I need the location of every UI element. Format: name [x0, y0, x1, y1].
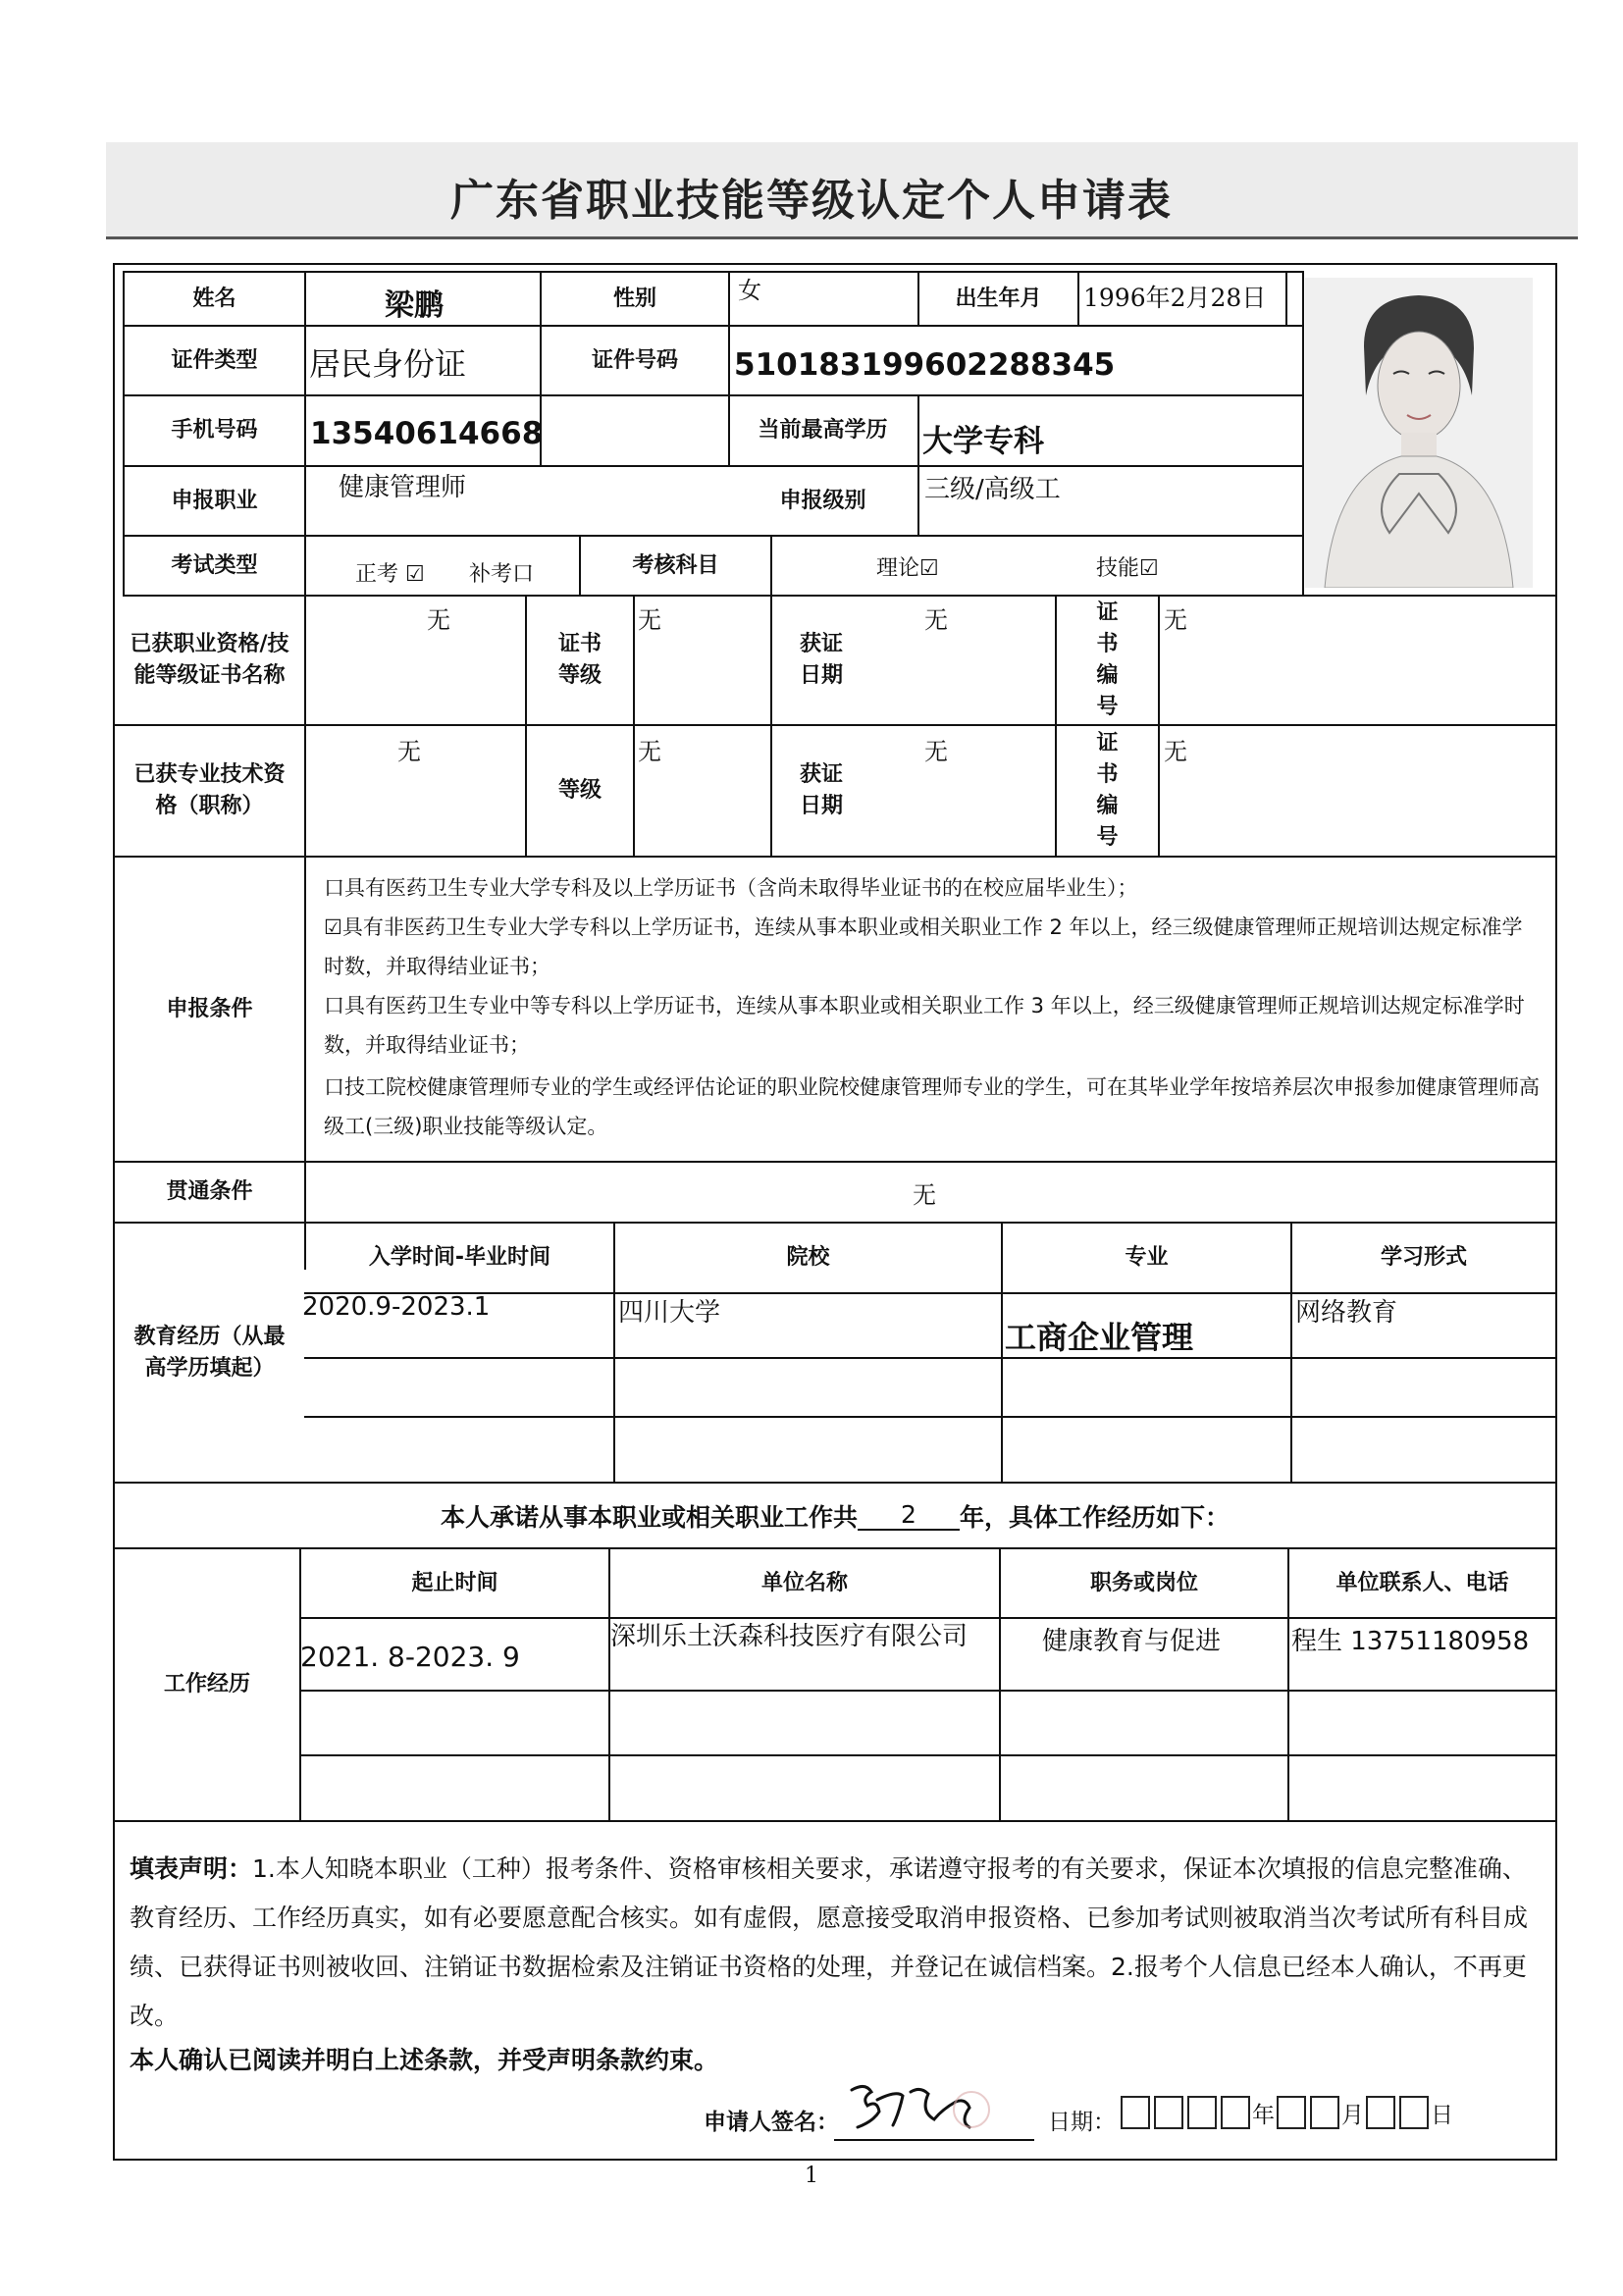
- edu-header-major: 专业: [1125, 1245, 1169, 1271]
- work-header-position: 职务或岗位: [1089, 1570, 1198, 1595]
- value-level: 三级/高级工: [924, 475, 1061, 504]
- commitment-years[interactable]: 2: [858, 1500, 960, 1531]
- value-tech-level: 无: [638, 738, 661, 765]
- year-unit: 年: [1252, 2102, 1275, 2128]
- label-exam-subject: 考核科目: [632, 552, 719, 578]
- commitment-prefix: 本人承诺从事本职业或相关职业工作共: [440, 1502, 858, 1532]
- label-work-history: 工作经历: [163, 1672, 250, 1697]
- label-level: 申报级别: [779, 488, 866, 513]
- label-cert-level: 证书等级: [557, 632, 602, 688]
- rule: [770, 535, 772, 595]
- month-unit: 月: [1341, 2102, 1364, 2128]
- rule: [917, 394, 919, 535]
- border-bottom: [113, 2159, 1557, 2161]
- label-through: 贯通条件: [166, 1179, 253, 1205]
- declaration: [130, 1845, 1543, 2041]
- condition-3[interactable]: 口具有医药卫生专业中等专科以上学历证书，连续从事本职业或相关职业工作 3 年以上，经三级健康管理师正规培训达规定标准学时数，并取得结业证书；: [324, 994, 1525, 1057]
- work-period: 2021. 8-2023. 9: [300, 1641, 520, 1673]
- date-box[interactable]: [1366, 2096, 1395, 2129]
- sign-label: 申请人签名：: [704, 2110, 839, 2135]
- label-conditions: 申报条件: [166, 996, 253, 1021]
- label-tech-no: 证书编号: [1096, 731, 1119, 850]
- declaration-heading: 填表声明：: [130, 1854, 253, 1883]
- rule: [1302, 271, 1304, 595]
- value-cert-no: 无: [1164, 606, 1187, 634]
- value-name: 梁鹏: [385, 288, 444, 323]
- commitment-suffix: 年，具体工作经历如下：: [960, 1502, 1230, 1532]
- date-label: 日期：: [1048, 2110, 1116, 2135]
- rule: [113, 1161, 1557, 1163]
- work-contact: 程生 13751180958: [1291, 1627, 1530, 1656]
- edu-major: 工商企业管理: [1005, 1319, 1194, 1356]
- condition-2[interactable]: ☑具有非医药卫生专业大学专科以上学历证书，连续从事本职业或相关职业工作 2 年以上，经三级健康管理师正规培训达规定标准学时数，并取得结业证书；: [324, 915, 1523, 978]
- rule: [633, 595, 635, 856]
- value-education: 大学专科: [922, 424, 1044, 459]
- work-header-company: 单位名称: [760, 1570, 848, 1595]
- label-cert-date: 获证日期: [799, 632, 843, 688]
- value-phone: 13540614668: [310, 416, 544, 451]
- value-id-type: 居民身份证: [309, 345, 467, 383]
- rule: [1077, 271, 1079, 326]
- value-tech-no: 无: [1164, 738, 1187, 765]
- rule: [304, 1357, 1557, 1359]
- work-company: 深圳乐土沃森科技医疗有限公司: [610, 1622, 969, 1651]
- subject-theory-checkbox[interactable]: 理论☑: [876, 556, 939, 581]
- commitment-line: [115, 1484, 1555, 1547]
- label-birth: 出生年月: [955, 286, 1042, 311]
- label-gender: 性别: [612, 286, 656, 311]
- label-phone: 手机号码: [171, 418, 258, 444]
- date-box[interactable]: [1399, 2096, 1429, 2129]
- sign-underline: [834, 2139, 1034, 2141]
- value-id-number: 510183199602288345: [734, 347, 1116, 383]
- value-birth: 1996年2月28日: [1083, 284, 1267, 312]
- exam-retake-checkbox[interactable]: 补考口: [469, 562, 535, 587]
- work-header-period: 起止时间: [411, 1570, 498, 1595]
- edu-school: 四川大学: [618, 1298, 721, 1328]
- work-position: 健康教育与促进: [1042, 1627, 1222, 1656]
- value-tech-date: 无: [924, 738, 948, 765]
- rule: [299, 1754, 1557, 1756]
- rule: [304, 1416, 1557, 1418]
- date-box[interactable]: [1187, 2096, 1217, 2129]
- applicant-photo: [1305, 278, 1533, 588]
- edu-header-mode: 学习形式: [1380, 1245, 1467, 1271]
- label-tech-title: 已获专业技术资格（职称）: [133, 762, 286, 818]
- border-right: [1555, 263, 1557, 2161]
- form-title: 广东省职业技能等级认定个人申请表: [450, 176, 1173, 226]
- day-unit: 日: [1431, 2102, 1453, 2128]
- value-cert-date: 无: [924, 606, 948, 634]
- work-header-contact: 单位联系人、电话: [1335, 1570, 1509, 1595]
- subject-skill-checkbox[interactable]: 技能☑: [1096, 556, 1159, 581]
- date-box[interactable]: [1121, 2096, 1150, 2129]
- exam-regular-checkbox[interactable]: 正考 ☑: [355, 562, 425, 587]
- label-cert-name: 已获职业资格/技能等级证书名称: [130, 632, 289, 688]
- label-tech-date: 获证日期: [799, 762, 843, 818]
- date-box[interactable]: [1154, 2096, 1183, 2129]
- page-number: 1: [805, 2164, 818, 2188]
- value-tech-title: 无: [397, 738, 421, 765]
- border-top: [113, 263, 1557, 265]
- label-name: 姓名: [192, 286, 236, 311]
- value-through: 无: [913, 1181, 936, 1209]
- signature-image[interactable]: [834, 2070, 1034, 2137]
- rule: [299, 1690, 1557, 1692]
- edu-mode: 网络教育: [1295, 1298, 1398, 1328]
- label-occupation: 申报职业: [171, 488, 258, 513]
- label-exam-type: 考试类型: [171, 552, 258, 578]
- label-edu-history: 教育经历（从最高学历填起）: [133, 1324, 286, 1381]
- rule: [113, 856, 1557, 858]
- condition-4[interactable]: 口技工院校健康管理师专业的学生或经评估论证的职业院校健康管理师专业的学生，可在其毕业学年按培养层次申报参加健康管理师高级工(三级)职业技能等级认定。: [324, 1075, 1540, 1138]
- declaration-confirm: 本人确认已阅读并明白上述条款，并受声明条款约束。: [130, 2046, 719, 2074]
- date-box[interactable]: [1310, 2096, 1339, 2129]
- rule: [1158, 595, 1160, 856]
- edu-header-school: 院校: [786, 1245, 830, 1271]
- edu-header-period: 入学时间-毕业时间: [368, 1245, 551, 1271]
- label-education: 当前最高学历: [758, 418, 888, 444]
- portrait-image: [1305, 278, 1533, 588]
- value-gender: 女: [738, 277, 761, 304]
- date-box[interactable]: [1277, 2096, 1306, 2129]
- label-id-number: 证件号码: [591, 347, 678, 373]
- label-cert-no: 证书编号: [1096, 600, 1119, 719]
- condition-1[interactable]: 口具有医药卫生专业大学专科及以上学历证书（含尚未取得毕业证书的在校应届毕业生）；: [324, 876, 1138, 900]
- value-cert-level: 无: [638, 606, 661, 634]
- edu-period: 2020.9-2023.1: [302, 1292, 491, 1322]
- label-id-type: 证件类型: [171, 347, 258, 373]
- rule: [304, 271, 306, 1270]
- value-cert-name: 无: [427, 606, 450, 634]
- value-occupation: 健康管理师: [339, 473, 467, 502]
- date-fields[interactable]: [1119, 2096, 1453, 2129]
- label-tech-level: 等级: [557, 778, 602, 804]
- rule: [113, 1820, 1557, 1822]
- date-box[interactable]: [1221, 2096, 1250, 2129]
- declaration-text: 1.本人知晓本职业（工种）报考条件、资格审核相关要求，承诺遵守报考的有关要求，保证本次填报的信息完整准确、教育经历、工作经历真实，如有必要愿意配合核实。如有虚假，愿意接受取消申报资格、已参加考试则被取消当次考试所有科目成绩、已获得证书则被收回、注销证书数据检索及注销证书资格的处理，并登记在诚信档案。2.报考个人信息已经本人确认，不再更改。: [130, 1854, 1529, 2030]
- rule: [1285, 271, 1287, 326]
